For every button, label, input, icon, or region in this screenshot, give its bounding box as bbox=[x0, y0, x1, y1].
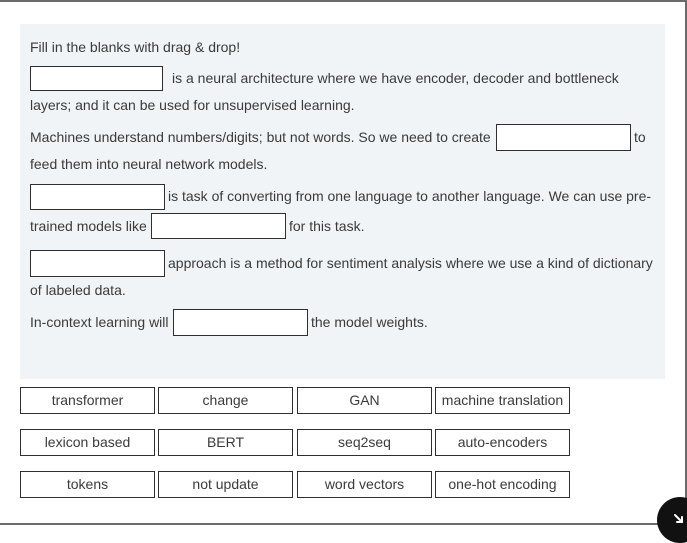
resize-corner-icon bbox=[673, 513, 685, 525]
drop-blank-1[interactable] bbox=[30, 66, 163, 91]
sentence-4-text: approach is a method for sentiment analysis where we use a kind of dictionary bbox=[168, 255, 653, 271]
resize-handle[interactable] bbox=[657, 497, 687, 543]
option-chip[interactable]: not update bbox=[158, 471, 293, 498]
sentence-5-text: In-context learning will bbox=[30, 314, 169, 330]
option-chip[interactable]: one-hot encoding bbox=[435, 471, 570, 498]
sentence-3-line2-after: for this task. bbox=[289, 218, 365, 234]
question-panel bbox=[20, 24, 665, 379]
drop-blank-3[interactable] bbox=[30, 184, 165, 210]
drop-blank-4[interactable] bbox=[151, 213, 286, 239]
drop-blank-2[interactable] bbox=[496, 124, 631, 151]
sentence-2-line2: feed them into neural network models. bbox=[30, 156, 268, 172]
option-chip[interactable]: seq2seq bbox=[297, 429, 432, 456]
drop-blank-5[interactable] bbox=[30, 250, 165, 277]
option-chip[interactable]: transformer bbox=[20, 387, 155, 414]
option-chip[interactable]: tokens bbox=[20, 471, 155, 498]
option-chip[interactable]: lexicon based bbox=[20, 429, 155, 456]
sentence-2-text: Machines understand numbers/digits; but not words. So we need to create bbox=[30, 129, 491, 145]
window-top-border bbox=[0, 0, 687, 2]
option-chip[interactable]: auto-encoders bbox=[435, 429, 570, 456]
sentence-3-line2-before: trained models like bbox=[30, 218, 147, 234]
option-chip[interactable]: machine translation bbox=[435, 387, 570, 414]
sentence-3-text: is task of converting from one language to another language. We can use pre- bbox=[168, 188, 652, 204]
sentence-1-text: is a neural architecture where we have encoder, decoder and bottleneck bbox=[172, 70, 619, 86]
option-chip[interactable]: GAN bbox=[297, 387, 432, 414]
drop-blank-6[interactable] bbox=[173, 309, 308, 336]
option-chip[interactable]: BERT bbox=[158, 429, 293, 456]
sentence-5-tail: the model weights. bbox=[311, 314, 428, 330]
sentence-2-tail: to bbox=[634, 129, 646, 145]
sentence-1-line2: layers; and it can be used for unsupervised learning. bbox=[30, 97, 355, 113]
option-chip[interactable]: word vectors bbox=[297, 471, 432, 498]
option-chip[interactable]: change bbox=[158, 387, 293, 414]
instructions-text: Fill in the blanks with drag & drop! bbox=[30, 39, 241, 55]
sentence-4-line2: of labeled data. bbox=[30, 282, 126, 298]
